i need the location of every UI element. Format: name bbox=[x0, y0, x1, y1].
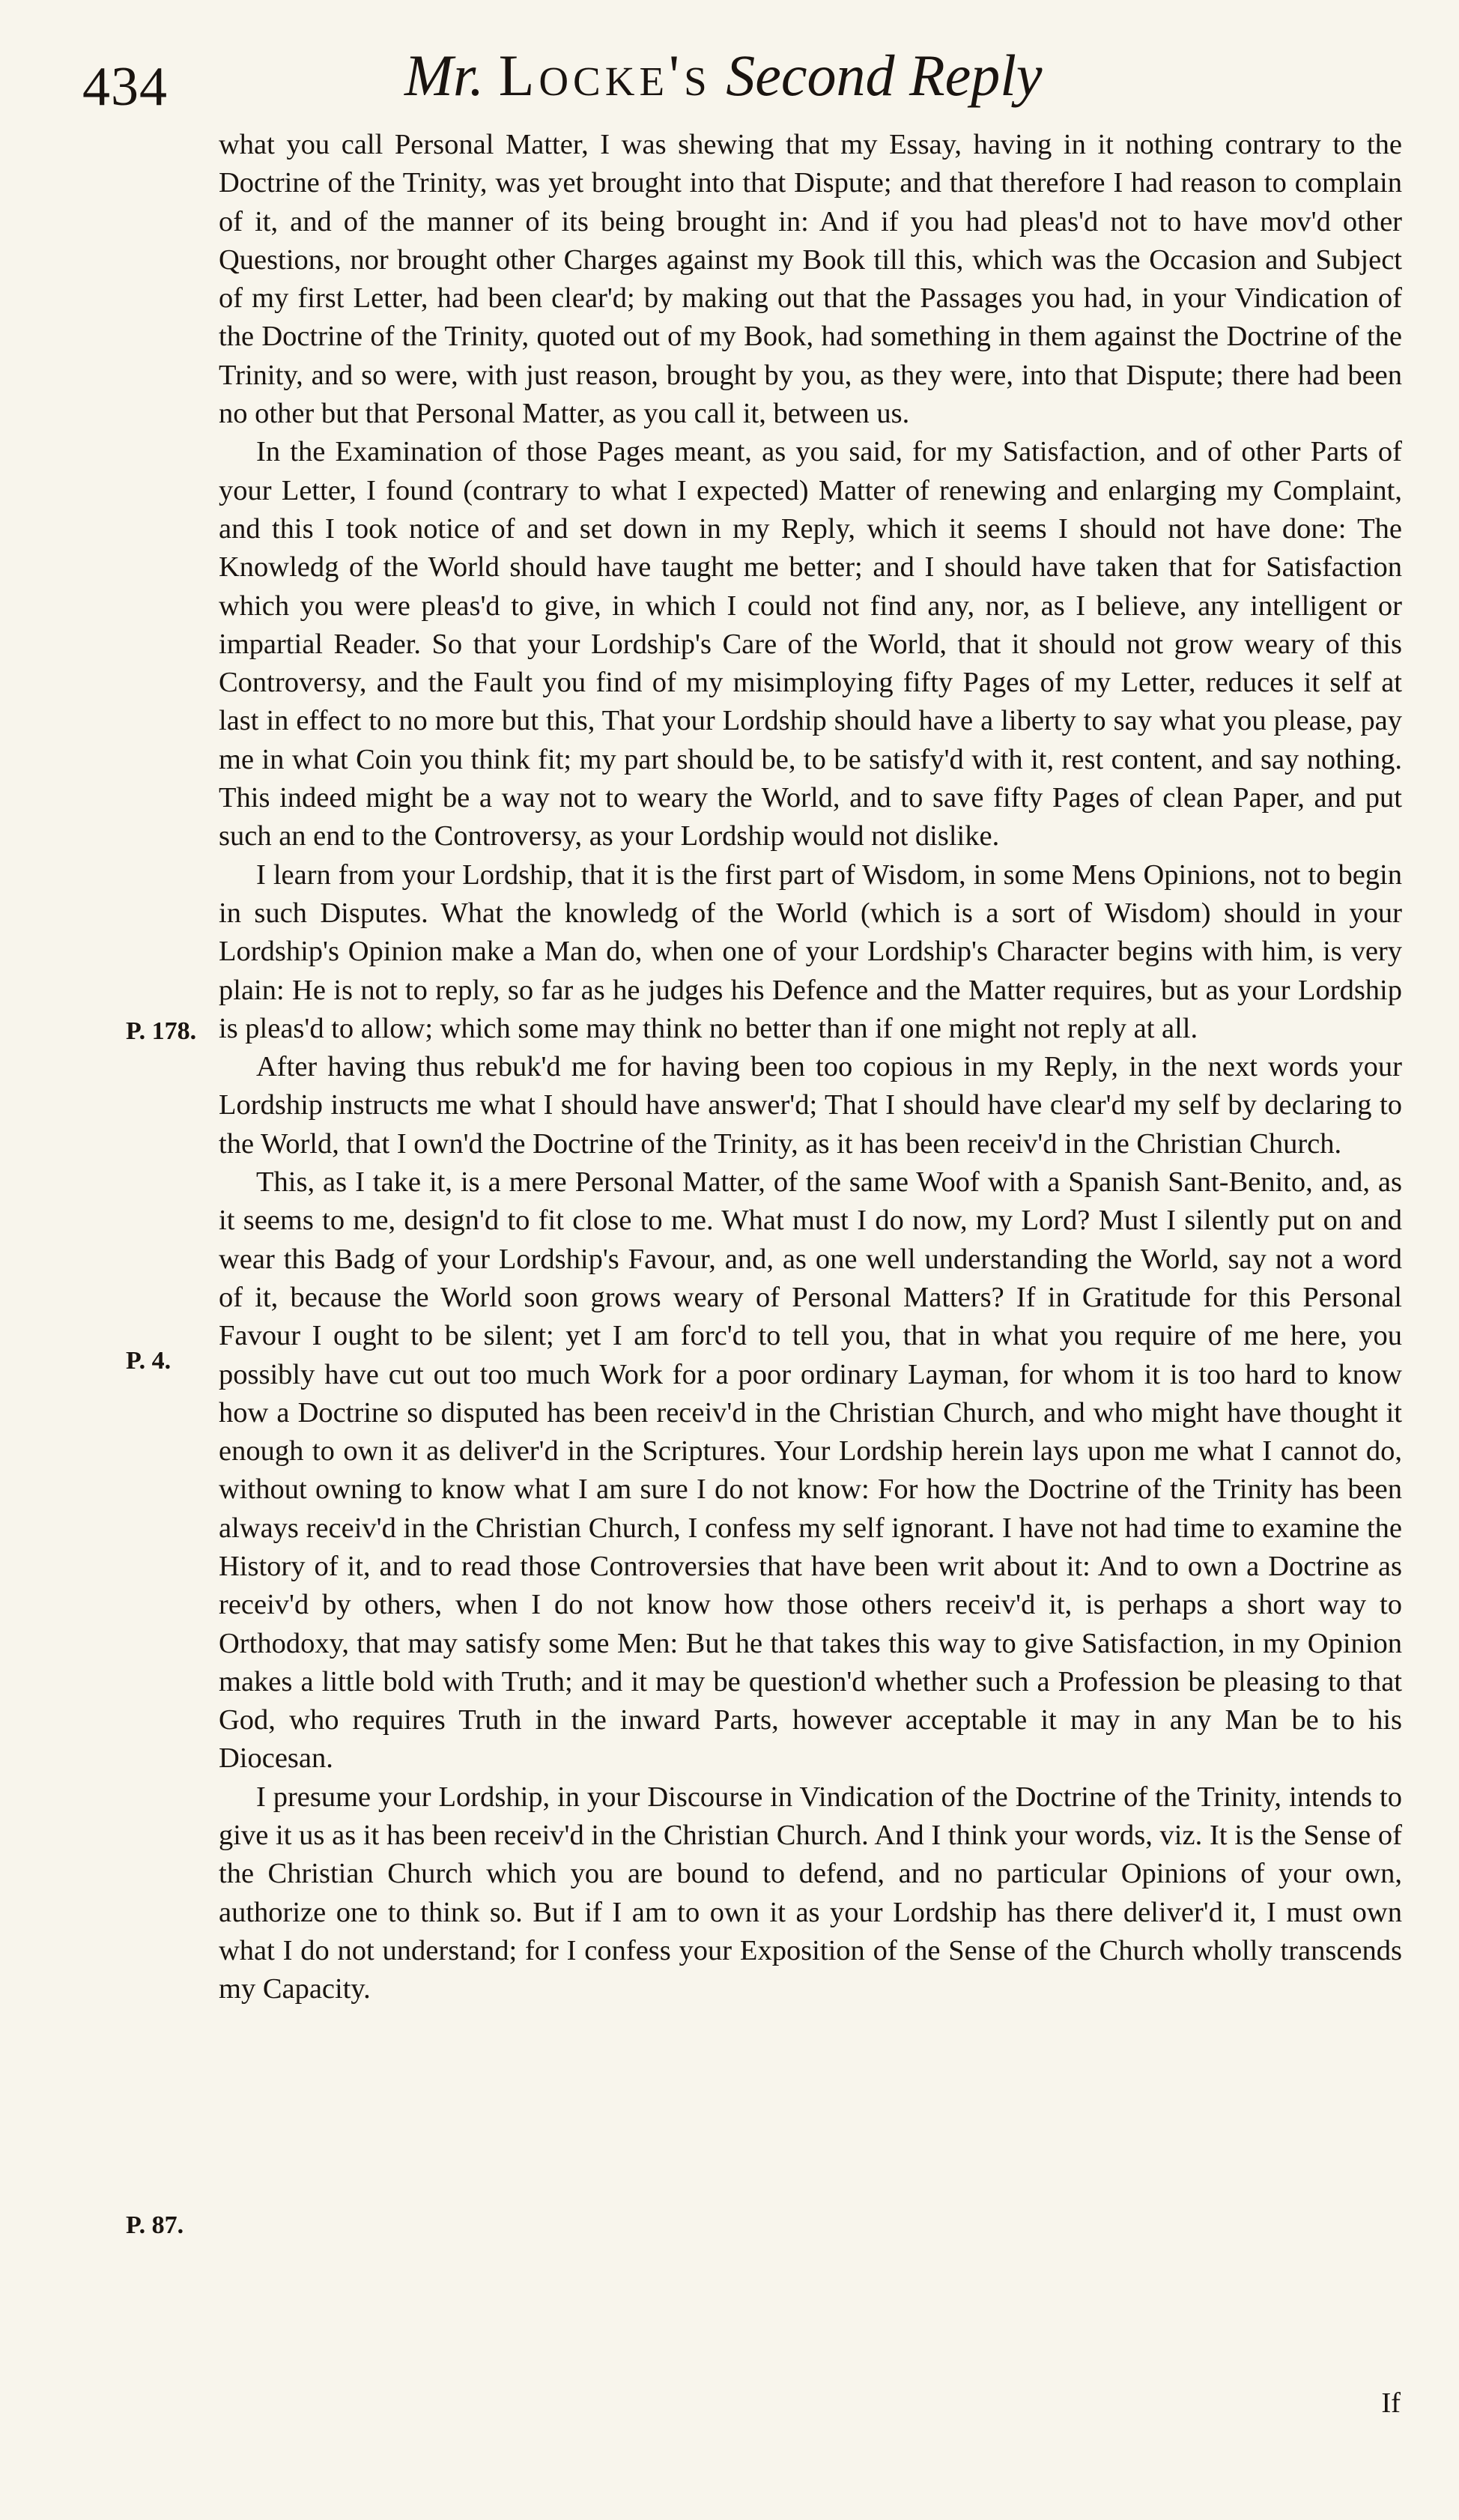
title-name: Locke's bbox=[498, 43, 712, 108]
paragraph: what you call Personal Matter, I was shewing that my Essay, having in it nothing contrary to the Doctrine of the Trinity, was yet brought into that Dispute; and that therefore I had reason to complain of it, and of the manner of its being brought in: And if you had pleas'd not to have mov'd other Questions, nor brought other Charges against my Book till this, which was the Occasion and Subject of my first Letter, had been clear'd; by making out that the Passages you had, in your Vindication of the Doctrine of the Trinity, quoted out of my Book, had something in them against the Doctrine of the Trinity, and so were, with just reason, brought by you, as they were, into that Dispute; there had been no other but that Personal Matter, as you call it, between us. bbox=[219, 129, 1402, 430]
running-title bbox=[404, 42, 1043, 109]
text-body bbox=[219, 126, 1402, 2009]
margin-note: P. 4. bbox=[126, 1347, 172, 1375]
catchword: If bbox=[1381, 2387, 1401, 2419]
paragraph: I learn from your Lordship, that it is the first part of Wisdom, in some Mens Opinions, not to begin in such Disputes. What the knowledg of the World (which is a sort of Wisdom) should in your Lordship's Opinion make a Man do, when one of your Lordship's Character begins with him, is very plain: He is not to reply, so far as he judges his Defence and the Matter requires, but as your Lordship is pleas'd to allow; which some may think no better than if one might not reply at all. bbox=[219, 858, 1402, 1044]
title-prefix: Mr. bbox=[404, 43, 485, 108]
paragraph: This, as I take it, is a mere Personal Matter, of the same Woof with a Spanish Sant-Benito, and, as it seems to me, design'd to fit close to me. What must I do now, my Lord? Must I silently put on and wear this Badg of your Lordship's Favour, and, as one well understanding the World, say not a word of it, because the World soon grows weary of Personal Matters? If in Gratitude for this Personal Favour I ought to be silent; yet I am forc'd to tell you, that in what you require of me here, you possibly have cut out too much Work for a poor ordinary Layman, for whom it is too hard to know how a Doctrine so disputed has been receiv'd in the Christian Church, and who might have thought it enough to own it as deliver'd in the Scriptures. Your Lordship herein lays upon me what I cannot do, without owning to know what I am sure I do not know: For how the Doctrine of the Trinity has been always receiv'd in the Christian Church, I confess my self ignorant. I have not had time to examine the History of it, and to read those Controversies that have been writ about it: And to own a Doctrine as receiv'd by others, when I do not know how those others receiv'd it, is perhaps a short way to Orthodoxy, that may satisfy some Men: But he that takes this way to give Satisfaction, in my Opinion makes a little bold with Truth; and it may be question'd whether such a Profession be pleasing to that God, who requires Truth in the inward Parts, however acceptable it may in any Man be to his Diocesan. bbox=[219, 1166, 1402, 1775]
paragraph: After having thus rebuk'd me for having been too copious in my Reply, in the next words your Lordship instructs me what I should have answer'd; That I should have clear'd my self by declaring to the World, that I own'd the Doctrine of the Trinity, as it has been receiv'd in the Christian Church. bbox=[219, 1051, 1402, 1160]
margin-note: P. 178. bbox=[126, 1017, 197, 1045]
title-suffix: Second Reply bbox=[726, 43, 1043, 108]
page-header bbox=[82, 42, 1401, 132]
paragraph: I presume your Lordship, in your Discourse in Vindication of the Doctrine of the Trinity, intends to give it us as it has been receiv'd in the Christian Church. And I think your words, viz. It is the Sense of the Christian Church which you are bound to defend, and no particular Opinions of your own, authorize one to think so. But if I am to own it as your Lordship has there deliver'd it, I must own what I do not understand; for I confess your Exposition of the Sense of the Church wholly transcends my Capacity. bbox=[219, 1781, 1402, 2005]
paragraph: In the Examination of those Pages meant, as you said, for my Satisfaction, and of other Parts of your Letter, I found (contrary to what I expected) Matter of renewing and enlarging my Complaint, and this I took notice of and set down in my Reply, which it seems I should not have done: The Knowledg of the World should have taught me better; and I should have taken that for Satisfaction which you were pleas'd to give, in which I could not find any, nor, as I believe, any intelligent or impartial Reader. So that your Lordship's Care of the World, that it should not grow weary of this Controversy, and the Fault you find of my misimploying fifty Pages of my Letter, reduces it self at last in effect to no more but this, That your Lordship should have a liberty to say what you please, pay me in what Coin you think fit; my part should be, to be satisfy'd with it, rest content, and say nothing. This indeed might be a way not to weary the World, and to save fifty Pages of clean Paper, and put such an end to the Controversy, as your Lordship would not dislike. bbox=[219, 436, 1402, 852]
margin-note: P. 87. bbox=[126, 2211, 184, 2239]
page-number: 434 bbox=[82, 56, 168, 118]
